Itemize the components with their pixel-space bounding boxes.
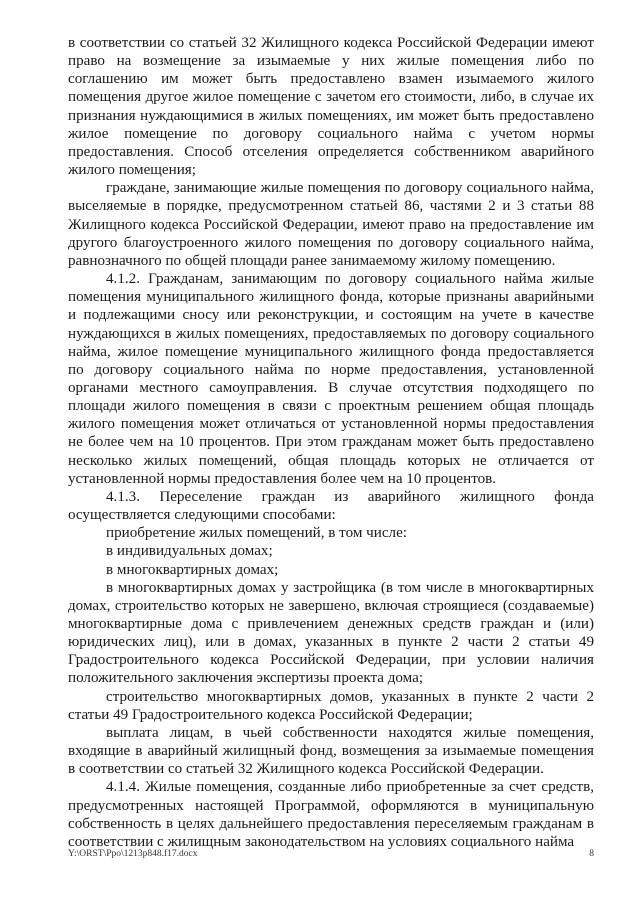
paragraph: в многоквартирных домах;	[106, 561, 279, 578]
paragraph: приобретение жилых помещений, в том числе:	[106, 525, 407, 542]
paragraph: в многоквартирных домах у застройщика (в том числе в многоквартирных домах, строительство которых не завершено, включая строящиеся (создаваемые) многоквартирные дома с привлечением денежных средств граждан и (или) юридических лиц), или в домах, указанных в пункте 2 части 2 статьи 49 Градостроительного кодекса Российской Федерации, при условии наличия положительного заключения экспертизы проекта дома;	[68, 579, 594, 687]
page-footer	[68, 849, 594, 859]
footer-file-path: Y:\ORST\Ppo\1213p848.f17.docx	[68, 849, 198, 859]
document-body	[68, 34, 594, 851]
paragraph: 4.1.3. Переселение граждан из аварийного жилищного фонда осуществляется следующими способами:	[68, 488, 594, 524]
paragraph: строительство многоквартирных домов, указанных в пункте 2 части 2 статьи 49 Градостроительного кодекса Российской Федерации;	[68, 688, 594, 723]
paragraph: в индивидуальных домах;	[106, 543, 273, 560]
page-number: 8	[589, 849, 594, 859]
paragraph: выплата лицам, в чьей собственности находятся жилые помещения, входящие в аварийный жилищный фонд, возмещения за изымаемые помещения в соответствии со статьей 32 Жилищного кодекса Российской Федерации.	[68, 724, 594, 778]
paragraph: граждане, занимающие жилые помещения по договору социального найма, выселяемые в порядке, предусмотренном статьей 86, частями 2 и 3 статьи 88 Жилищного кодекса Российской Федерации, имеют право на предоставление им другого благоустроенного жилого помещения по договору социального найма, равнозначного по общей площади ранее занимаемому жилому помещению.	[68, 180, 594, 269]
paragraph: 4.1.2. Гражданам, занимающим по договору социального найма жилые помещения муниципального жилищного фонда, которые признаны аварийными и подлежащими сносу или реконструкции, и состоящим на учете в качестве нуждающихся в жилых помещениях, предоставляемых по договору социального найма, жилое помещение муниципального жилищного фонда предоставляется по договору социального найма по норме предоставления, установленной органами местного самоуправления. В случае отсутствия подходящего по площади жилого помещения в связи с проектным решением общая площадь жилого помещения может отличаться от установленной нормы предоставления не более чем на 10 процентов. При этом гражданам может быть предоставлено несколько жилых помещений, общая площадь которых не отличается от установленной нормы предоставления более чем на 10 процентов.	[68, 271, 594, 487]
paragraph: 4.1.4. Жилые помещения, созданные либо приобретенные за счет средств, предусмотренных настоящей Программой, оформляются в муниципальную собственность в целях дальнейшего предоставления переселяемым гражданам в соответствии с жилищным законодательством на условиях социального найма	[68, 779, 594, 850]
paragraph: в соответствии со статьей 32 Жилищного кодекса Российской Федерации имеют право на возмещение за изымаемые у них жилые помещения либо по соглашению им может быть предоставлено взамен изымаемого жилого помещения другое жилое помещение с зачетом его стоимости, либо, в случае их признания нуждающимися в жилых помещениях, им может быть предоставлено жилое помещение по договору социального найма с учетом нормы предоставления. Способ отселения определяется собственником аварийного жилого помещения;	[68, 35, 594, 179]
